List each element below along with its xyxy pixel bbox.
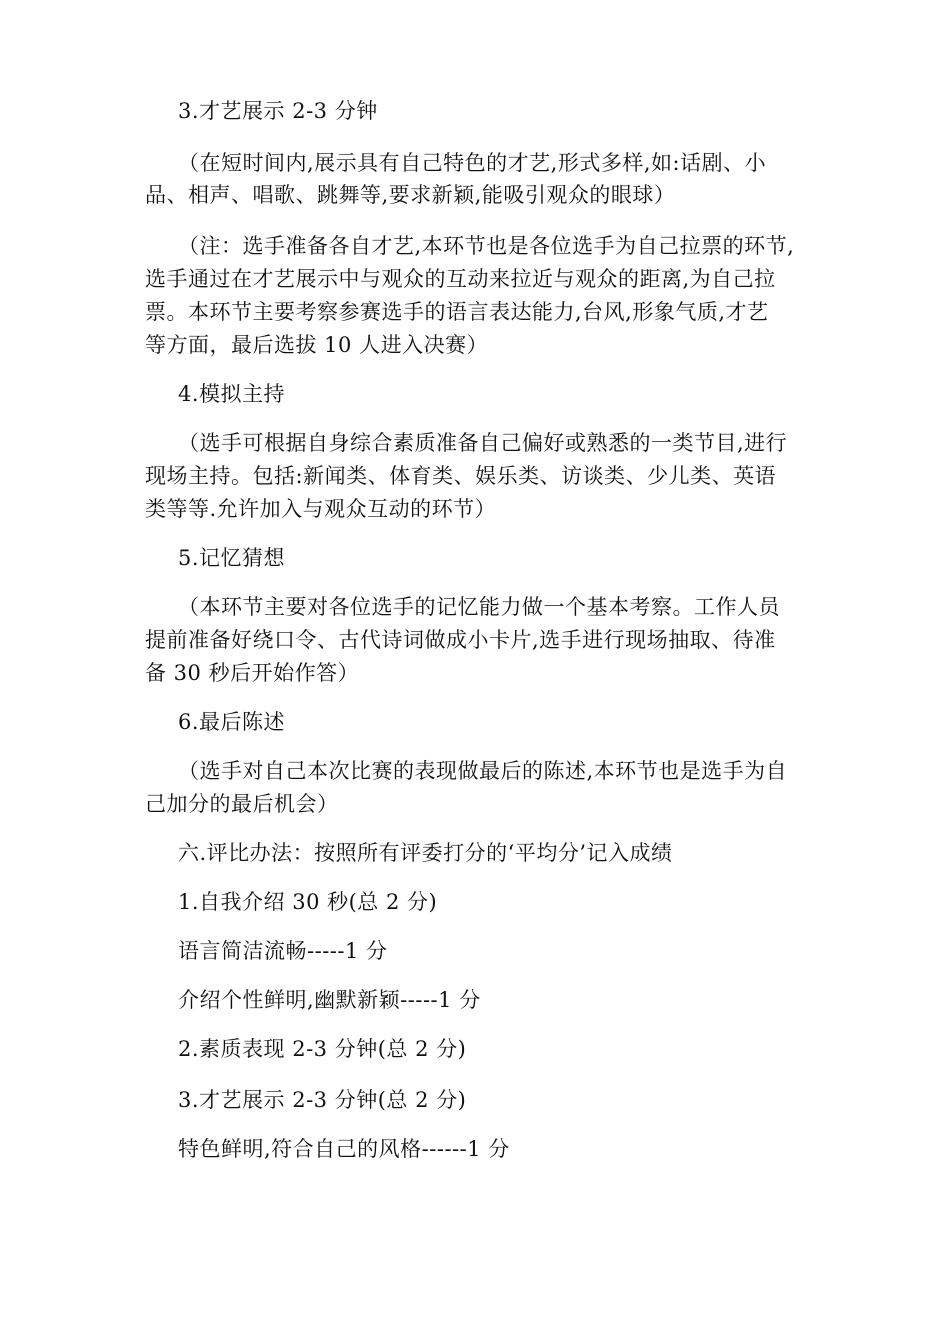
- paragraph-line: （在短时间内,展示具有自己特色的才艺,形式多样,如:话剧、小: [178, 151, 767, 175]
- paragraph-line: 类等等.允许加入与观众互动的环节）: [145, 497, 497, 521]
- section-heading-final-statement: 6.最后陈述: [178, 710, 286, 734]
- paragraph-line: 等方面，最后选拔 10 人进入决赛）: [145, 333, 489, 357]
- section-heading-hosting: 4.模拟主持: [178, 382, 286, 406]
- paragraph-line: （选手对自己本次比赛的表现做最后的陈述,本环节也是选手为自: [178, 759, 788, 783]
- scoring-item: 介绍个性鲜明,幽默新颖-----1 分: [178, 988, 481, 1012]
- section-heading-talent: 3.才艺展示 2-3 分钟: [178, 99, 378, 123]
- scoring-item: 语言简洁流畅-----1 分: [178, 939, 388, 963]
- paragraph-line: 选手通过在才艺展示中与观众的互动来拉近与观众的距离,为自己拉: [145, 267, 776, 291]
- paragraph-line: 己加分的最后机会）: [145, 792, 339, 816]
- paragraph-line: 品、相声、唱歌、跳舞等,要求新颖,能吸引观众的眼球）: [145, 183, 676, 207]
- paragraph-line: 票。本环节主要考察参赛选手的语言表达能力,台风,形象气质,才艺: [145, 300, 769, 324]
- scoring-item: 3.才艺展示 2-3 分钟(总 2 分): [178, 1088, 467, 1112]
- scoring-item: 1.自我介绍 30 秒(总 2 分): [178, 890, 438, 914]
- scoring-item: 2.素质表现 2-3 分钟(总 2 分): [178, 1037, 467, 1061]
- scoring-item: 特色鲜明,符合自己的风格------1 分: [178, 1137, 510, 1161]
- paragraph-line: （注：选手准备各自才艺,本环节也是各位选手为自己拉票的环节,: [178, 234, 795, 258]
- section-heading-memory: 5.记忆猜想: [178, 546, 286, 570]
- paragraph-line: （选手可根据自身综合素质准备自己偏好或熟悉的一类节目,进行: [178, 431, 788, 455]
- paragraph-line: 备 30 秒后开始作答）: [145, 661, 360, 685]
- section-heading-scoring: 六.评比办法：按照所有评委打分的‘平均分’记入成绩: [178, 841, 673, 865]
- paragraph-line: 现场主持。包括:新闻类、体育类、娱乐类、访谈类、少儿类、英语: [145, 464, 777, 488]
- paragraph-line: 提前准备好绕口令、古代诗词做成小卡片,选手进行现场抽取、待准: [145, 628, 776, 652]
- paragraph-line: （本环节主要对各位选手的记忆能力做一个基本考察。工作人员: [178, 595, 780, 619]
